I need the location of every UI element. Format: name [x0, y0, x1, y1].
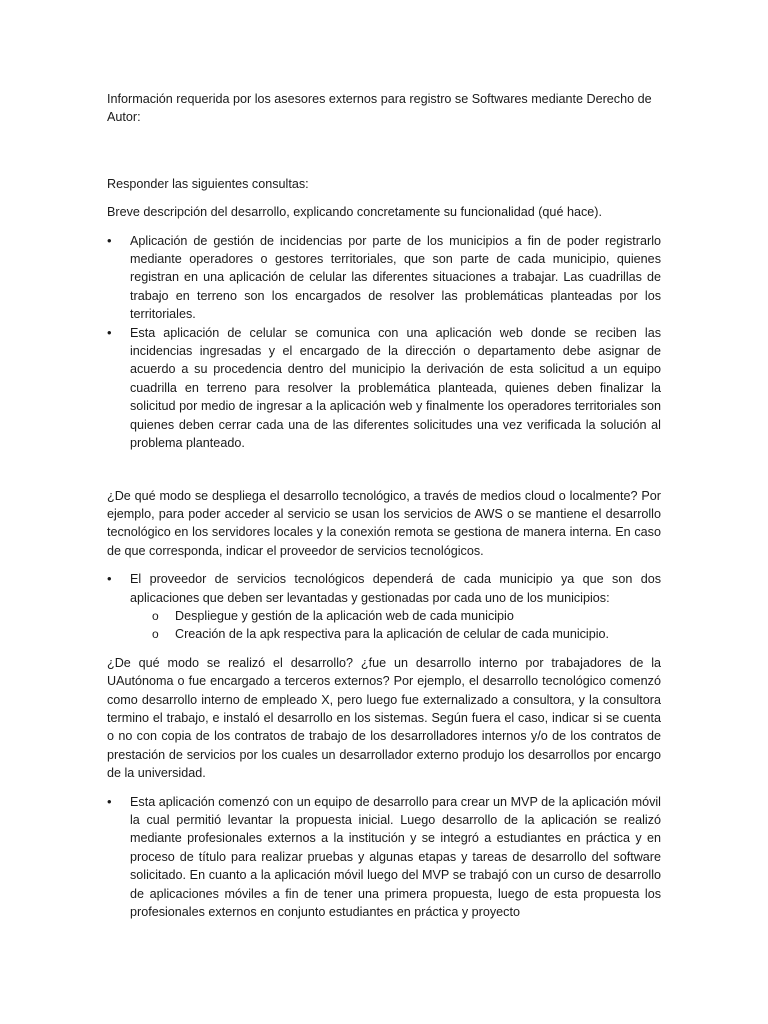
answer-1-list	[107, 232, 661, 453]
question-3: ¿De qué modo se realizó el desarrollo? ¿fue un desarrollo interno por trabajadores de la UAutónoma o fue encargado a terceros externos? Por ejemplo, el desarrollo tecnológico comenzó como desarrollo interno de empleado X, pero luego fue externalizado a consultora, y la consultora termino el trabajo, e instaló el desarrollo en los sistemas. Según fuera el caso, indicar si se cuenta o no con copia de los contratos de trabajo de los desarrolladores internos y/o de los contratos de prestación de servicios por los cuales un desarrollador externo produjo los desarrollos por encargo de la universidad.	[107, 655, 661, 781]
document-heading: Información requerida por los asesores externos para registro se Softwares mediante Derecho de Autor:	[107, 92, 652, 125]
answer-2-list	[107, 570, 661, 644]
question-1: Breve descripción del desarrollo, explicando concretamente su funcionalidad (qué hace).	[107, 205, 602, 220]
instruction-text: Responder las siguientes consultas:	[107, 176, 309, 191]
answer-2-sub-item-2: o Creación de la apk respectiva para la aplicación de celular de cada municipio.	[152, 625, 661, 643]
answer-2-text: El proveedor de servicios tecnológicos dependerá de cada municipio ya que son dos aplicaciones que deben ser levantadas y gestionadas por cada uno de los municipios:	[130, 572, 661, 605]
answer-2-sublist	[130, 607, 661, 644]
answer-1-bullet-1: • Aplicación de gestión de incidencias por parte de los municipios a fin de poder registrarlo mediante operadores o gestores territoriales, que son parte de cada municipio, quienes registran en una aplicación de celular las diferentes situaciones a trabajar. Las cuadrillas de trabajo en terreno son los encargados de resolver las problemáticas planteadas por los territoriales.	[107, 232, 661, 324]
answer-3-bullet: • Esta aplicación comenzó con un equipo de desarrollo para crear un MVP de la aplicación móvil la cual permitió levantar la propuesta inicial. Luego desarrollo de la aplicación se realizó mediante profesionales externos a la institución y se integró a estudiantes en práctica y en proceso de título para realizar pruebas y algunas etapas y tareas de desarrollo del software solicitado. En cuanto a la aplicación móvil luego del MVP se trabajó con un curso de desarrollo de aplicaciones móviles a fin de tener una primera propuesta, luego de esta propuesta los profesionales externos en conjunto estudiantes en práctica y proyecto	[107, 793, 661, 922]
spacer	[107, 463, 661, 487]
answer-2-bullet	[107, 570, 661, 644]
question-2: ¿De qué modo se despliega el desarrollo tecnológico, a través de medios cloud o localmente? Por ejemplo, para poder acceder al servicio se usan los servicios de AWS o se mantiene el desarrollo tecnológico en los servidores locales y la conexión remota se gestiona de manera interna. En caso de que corresponda, indicar el proveedor de servicios tecnológicos.	[107, 488, 661, 558]
answer-2-sub-item-1: o Despliegue y gestión de la aplicación web de cada municipio	[152, 607, 661, 625]
answer-1-bullet-2: • Esta aplicación de celular se comunica con una aplicación web donde se reciben las incidencias ingresadas y el encargado de la dirección o departamento debe asignar de acuerdo a su procedencia dentro del municipio la derivación de esta solicitud a un equipo cuadrilla en terreno para resolver la problemática planteada, quienes deben finalizar la solicitud por medio de ingresar a la aplicación web y finalmente los operadores territoriales son quienes deben cerrar cada una de las diferentes solicitudes una vez verificada la solución al problema planteado.	[107, 324, 661, 453]
spacer	[107, 137, 661, 175]
answer-3-list	[107, 793, 661, 922]
